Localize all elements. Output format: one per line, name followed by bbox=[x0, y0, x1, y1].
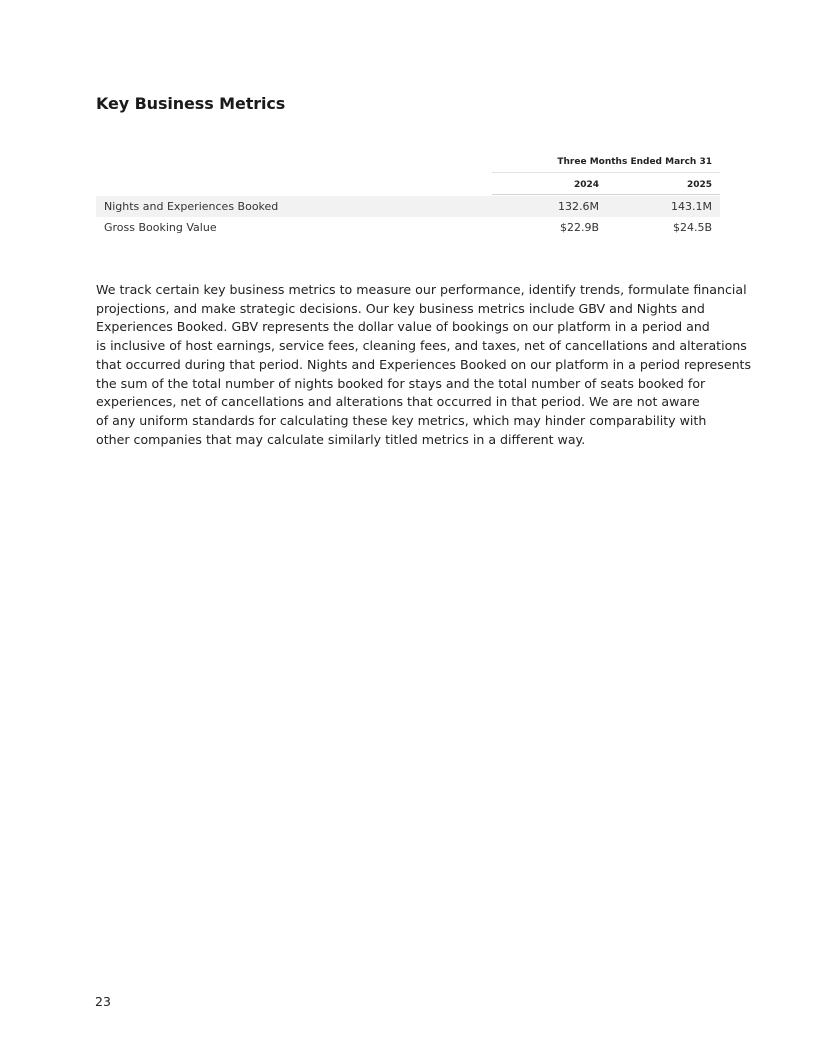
row-value-2025: 143.1M bbox=[671, 200, 712, 213]
page-number: 23 bbox=[95, 994, 111, 1009]
paragraph-line: Experiences Booked. GBV represents the dollar value of bookings on our platform in a period and bbox=[96, 319, 710, 335]
period-header: Three Months Ended March 31 bbox=[492, 152, 720, 173]
body-paragraph bbox=[96, 281, 752, 449]
paragraph-line: We track certain key business metrics to measure our performance, identify trends, formulate financial bbox=[96, 282, 747, 297]
table-row bbox=[96, 196, 720, 217]
row-label: Nights and Experiences Booked bbox=[104, 200, 279, 213]
paragraph-line: that occurred during that period. Nights and Experiences Booked on our platform in a period represents bbox=[96, 356, 752, 372]
paragraph-line: other companies that may calculate similarly titled metrics in a different way. bbox=[96, 431, 586, 447]
row-value-2024: 132.6M bbox=[558, 200, 599, 213]
row-label: Gross Booking Value bbox=[104, 221, 217, 234]
year-header-2024: 2024 bbox=[573, 180, 599, 190]
year-header-row bbox=[492, 174, 720, 195]
paragraph-line: experiences, net of cancellations and alterations that occurred in that period. We are not aware bbox=[96, 394, 700, 410]
row-value-2024: $22.9B bbox=[559, 221, 599, 234]
section-title: Key Business Metrics bbox=[96, 94, 286, 113]
year-header-2025: 2025 bbox=[686, 180, 712, 190]
paragraph-line: projections, and make strategic decisions. Our key business metrics include GBV and Nights and bbox=[96, 300, 705, 316]
paragraph-line: is inclusive of host earnings, service fees, cleaning fees, and taxes, net of cancellations and alterations bbox=[96, 338, 747, 354]
table-row bbox=[96, 217, 720, 238]
row-value-2025: $24.5B bbox=[672, 221, 712, 234]
paragraph-line: of any uniform standards for calculating these key metrics, which may hinder comparability with bbox=[96, 412, 707, 428]
paragraph-line: the sum of the total number of nights booked for stays and the total number of seats booked for bbox=[96, 375, 706, 391]
